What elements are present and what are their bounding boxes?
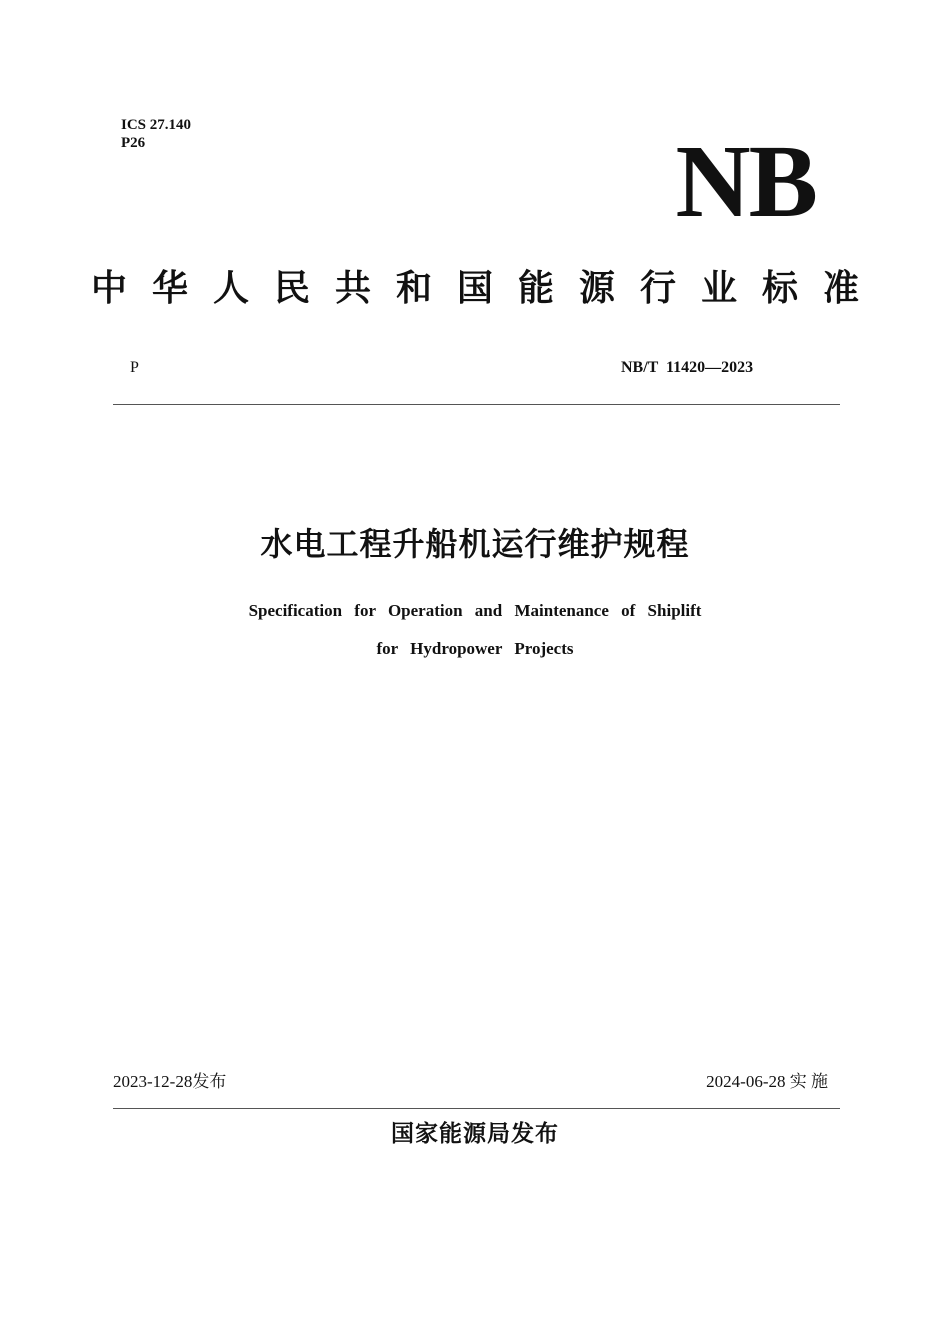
ics-code: ICS 27.140 [121,117,192,133]
implementation-date: 2024-06-28 实 施 [706,1072,828,1091]
ccs-code: P26 [121,135,146,151]
document-title-cn: 水电工程升船机运行维护规程 [260,525,690,563]
ics-code-block [121,116,191,152]
classification-code: P [130,359,139,376]
document-title-en-line2: for Hydropower Projects [376,639,574,658]
bottom-divider [113,1108,840,1109]
top-divider [113,404,840,405]
publisher: 国家能源局发布 [391,1121,559,1147]
document-title-en-line1: Specification for Operation and Maintenance of Shiplift [248,601,702,620]
issue-date: 2023-12-28发布 [113,1072,227,1091]
standard-type-title: 中华人民共和国能源行业标准 [90,268,884,309]
standard-number: NB/T 11420—2023 [621,359,754,376]
nb-logo: NB [675,124,816,239]
